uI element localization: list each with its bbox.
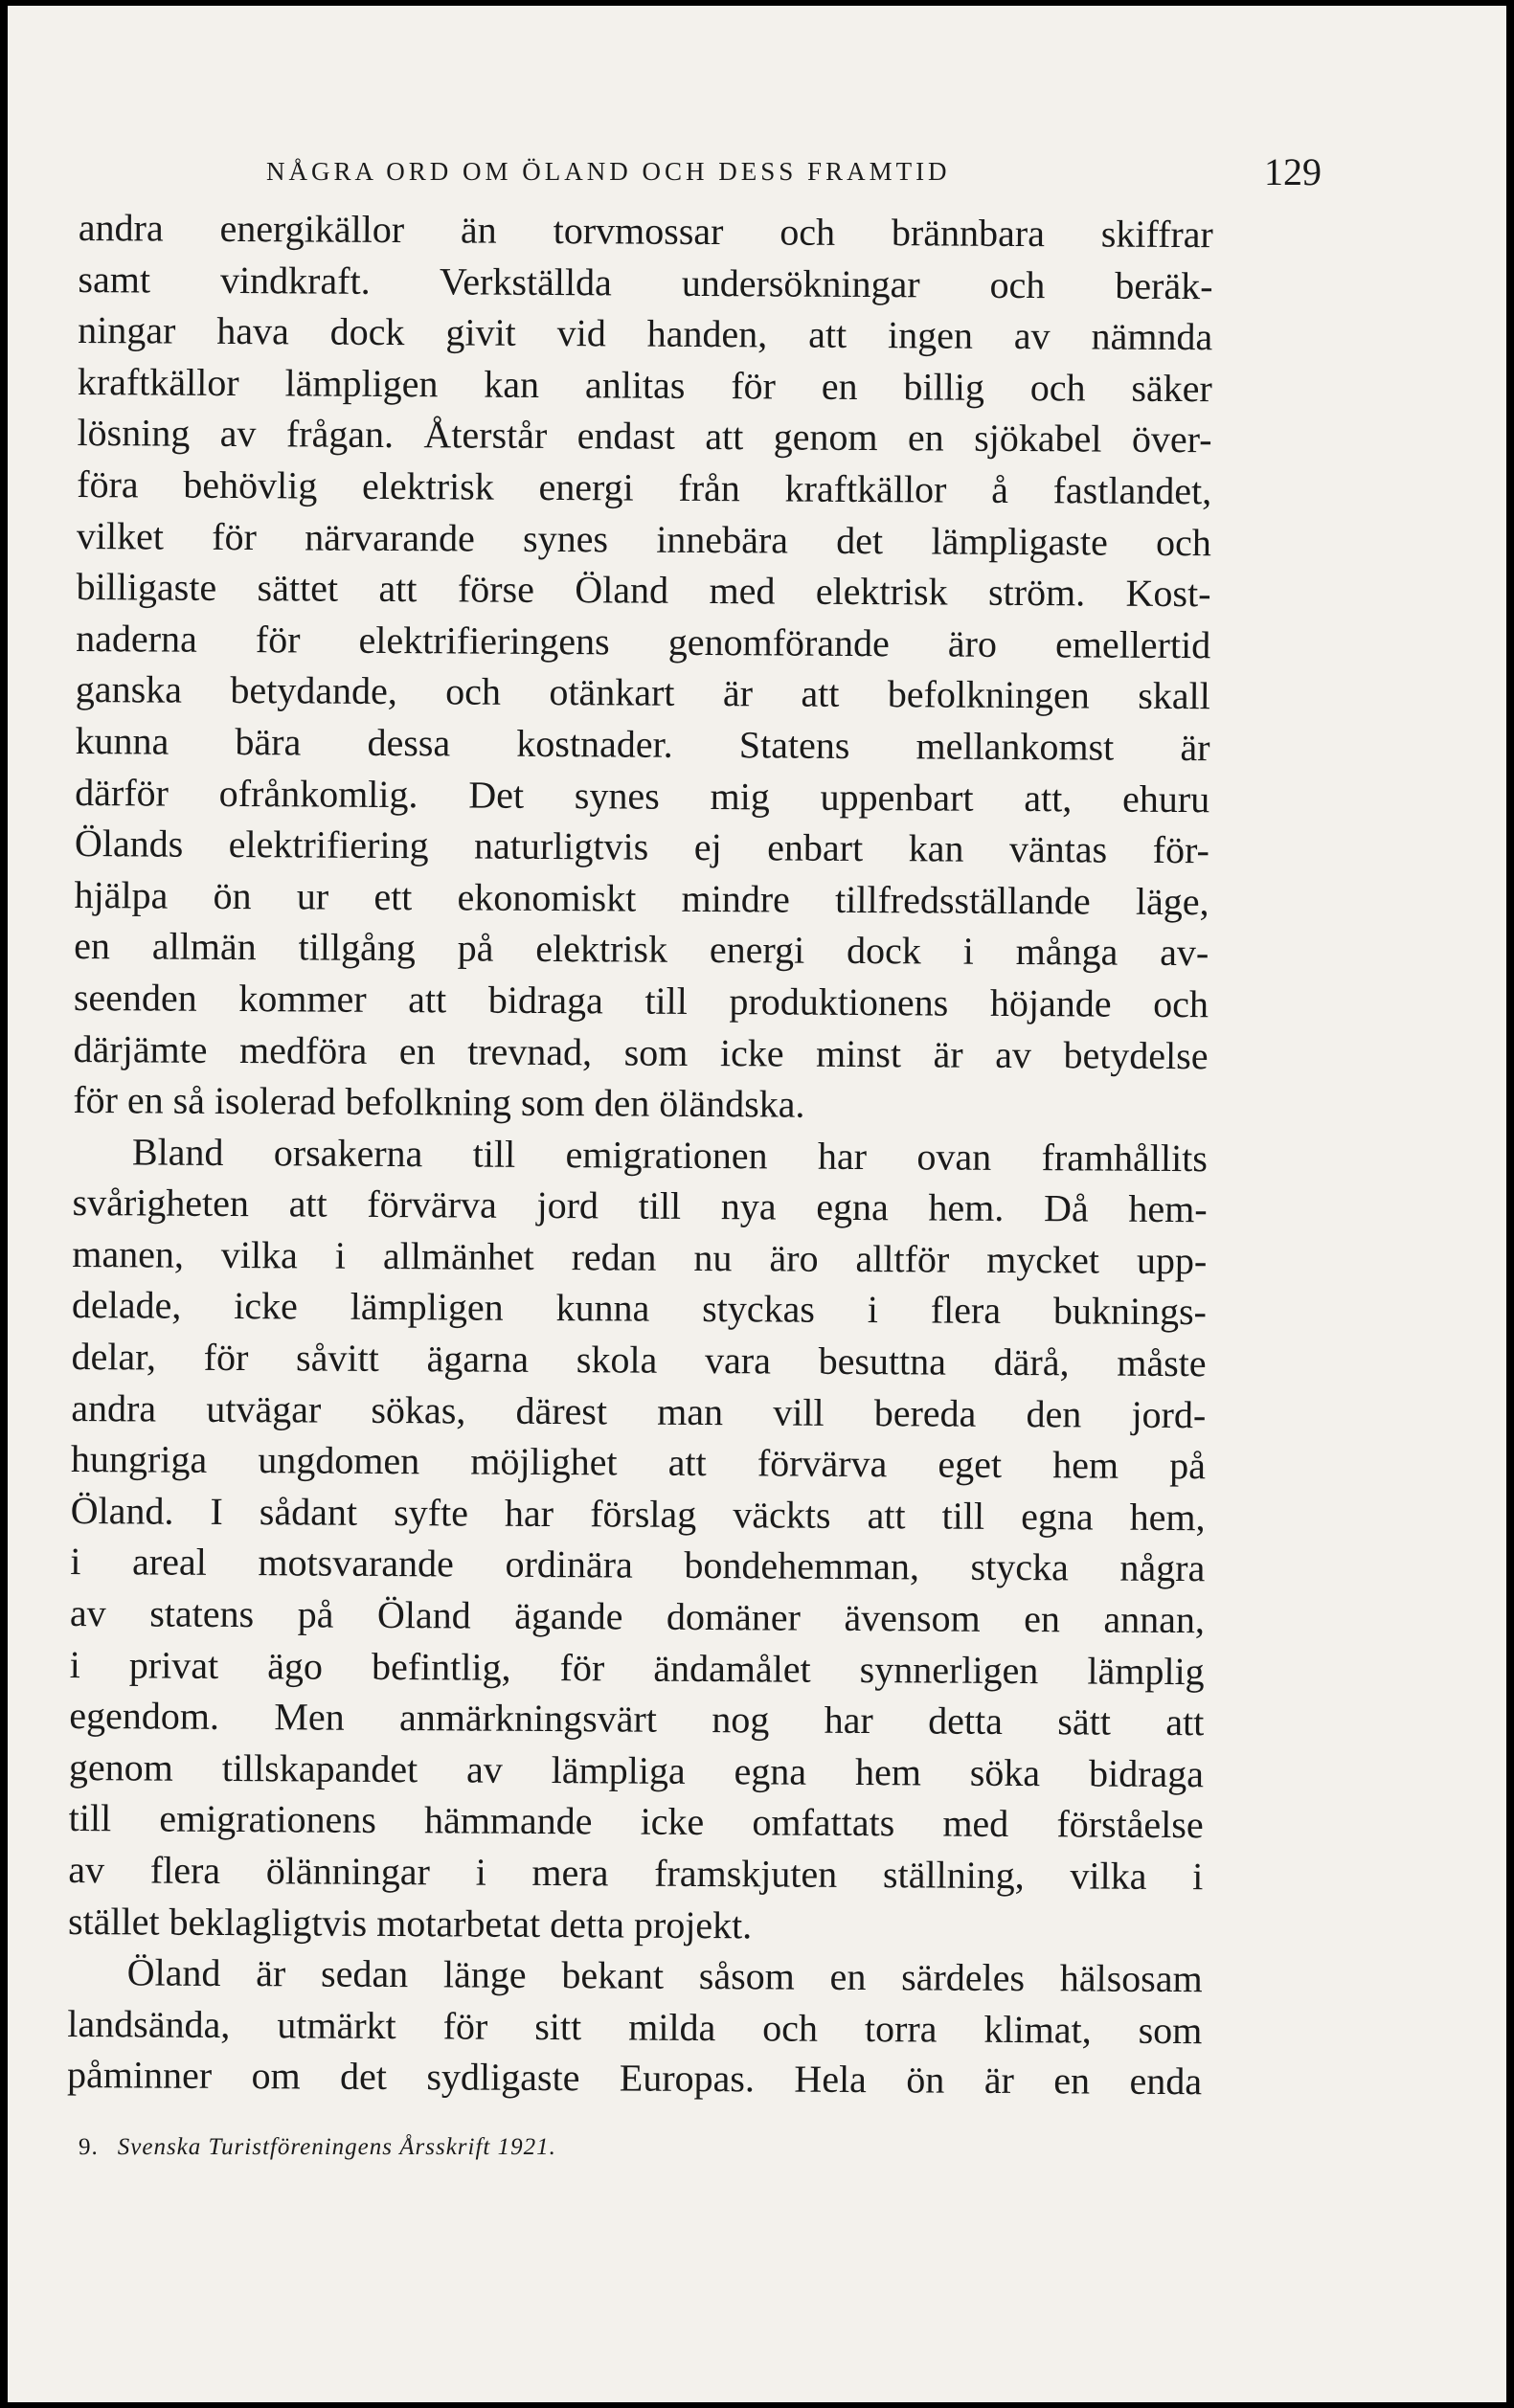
text-line: påminner om det sydligaste Europas. Hela ön är en enda	[66, 2053, 1203, 2104]
text-line: vilket för närvarande synes innebära det lämpligaste och	[76, 513, 1211, 564]
text-line: ganska betydande, och otänkart är att befolkningen skall	[75, 667, 1211, 718]
text-line: delade, icke lämpligen kunna styckas i flera buknings-	[71, 1283, 1208, 1334]
text-line: föra behövlig elektrisk energi från kraftkällor å fastlandet,	[77, 461, 1212, 513]
footnote	[79, 2134, 940, 2161]
text-line: Öland är sedan länge bekant såsom en särdeles hälsosam	[126, 1950, 1203, 2001]
footnote-text: Svenska Turistföreningens Årsskrift 1921.	[117, 2134, 556, 2160]
book-page	[8, 6, 1506, 2402]
text-line: andra energikällor än torvmossar och brännbara skiffrar	[78, 205, 1213, 257]
text-line: en allmän tillgång på elektrisk energi dock i många av-	[74, 924, 1209, 975]
text-line: landsända, utmärkt för sitt milda och torra klimat, som	[67, 2001, 1203, 2052]
text-line: svårigheten att förvärva jord till nya egna hem. Då hem-	[72, 1181, 1208, 1231]
text-line: samt vindkraft. Verkställda undersökningar och beräk-	[78, 257, 1213, 307]
running-head: NÅGRA ORD OM ÖLAND OCH DESS FRAMTID	[266, 157, 951, 186]
text-line: kunna bära dessa kostnader. Statens mellankomst är	[75, 718, 1210, 770]
text-line: hungriga ungdomen möjlighet att förvärva eget hem på	[70, 1437, 1207, 1488]
text-line: Öland. I sådant syfte har förslag väckts att till egna hem,	[70, 1488, 1206, 1540]
footnote-number: 9.	[79, 2134, 99, 2160]
text-line: därför ofrånkomlig. Det synes mig uppenbart att, ehuru	[75, 770, 1210, 821]
text-line: egendom. Men anmärkningsvärt nog har detta sätt att	[69, 1694, 1205, 1744]
text-line: kraftkällor lämpligen kan anlitas för en billig och säker	[77, 359, 1212, 411]
text-line: Bland orsakerna till emigrationen har ovan framhållits	[131, 1130, 1209, 1180]
text-line: Ölands elektrifiering naturligtvis ej enbart kan väntas för-	[74, 821, 1210, 872]
text-line: lösning av frågan. Återstår endast att genom en sjökabel över-	[77, 411, 1212, 461]
page-header	[8, 149, 1506, 207]
page-number: 129	[1264, 150, 1322, 193]
text-line: genom tillskapandet av lämpliga egna hem söka bidraga	[68, 1744, 1205, 1796]
text-line: delar, för såvitt ägarna skola vara besuttna därå, måste	[71, 1335, 1207, 1385]
text-line: i privat ägo befintlig, för ändamålet synnerligen lämplig	[69, 1642, 1205, 1693]
text-line: i areal motsvarande ordinära bondehemman, stycka några	[70, 1540, 1206, 1590]
text-line: stället beklagligtvis motarbetat detta projekt.	[67, 1899, 753, 1947]
text-line: ningar hava dock givit vid handen, att ingen av nämnda	[78, 308, 1213, 359]
text-line: andra utvägar sökas, därest man vill bereda den jord-	[71, 1385, 1207, 1436]
text-line: för en så isolerad befolkning som den öländska.	[73, 1078, 805, 1126]
text-line: hjälpa ön ur ett ekonomiskt mindre tillfredsställande läge,	[74, 872, 1209, 923]
text-line: därjämte medföra en trevnad, som icke minst är av betydelse	[73, 1026, 1209, 1077]
text-line: naderna för elektrifieringens genomförande äro emellertid	[76, 616, 1211, 666]
text-line: av statens på Öland ägande domäner ävensom en annan,	[69, 1591, 1206, 1642]
body-text	[67, 202, 1213, 2107]
text-line: av flera ölänningar i mera framskjuten ställning, vilka i	[68, 1847, 1204, 1899]
text-line: manen, vilka i allmänhet redan nu äro alltför mycket upp-	[72, 1231, 1208, 1283]
text-line: seenden kommer att bidraga till produktionens höjande och	[73, 975, 1209, 1026]
text-line: till emigrationens hämmande icke omfattats med förståelse	[68, 1796, 1204, 1847]
text-line: billigaste sättet att förse Öland med elektrisk ström. Kost-	[76, 565, 1211, 616]
